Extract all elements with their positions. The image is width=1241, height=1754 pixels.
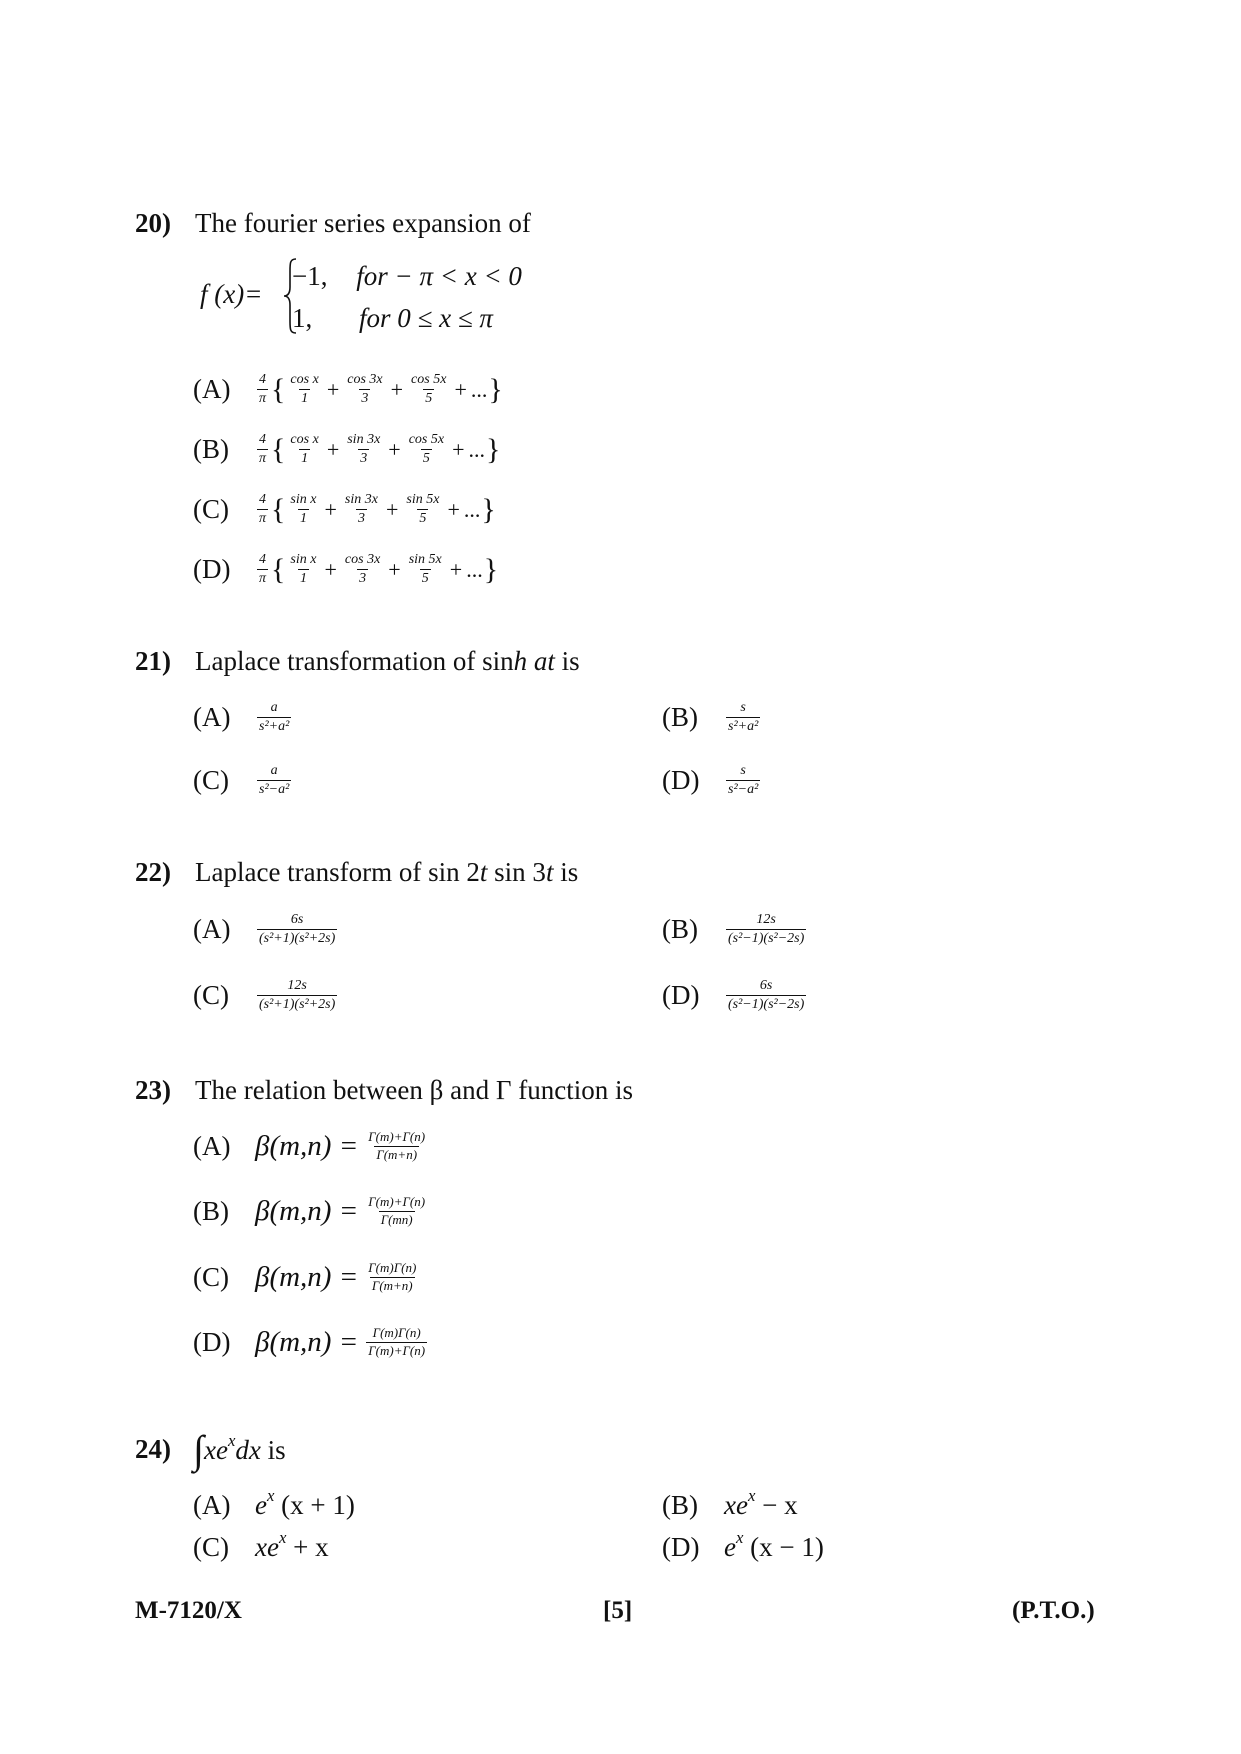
gamma-fraction xyxy=(366,1261,418,1294)
coefficient-fraction xyxy=(257,432,268,467)
ellipsis: ... xyxy=(468,436,486,462)
ellipsis: ... xyxy=(466,556,483,582)
term-1-fraction-numerator: sin x xyxy=(290,492,317,507)
question-number: 20) xyxy=(135,208,171,238)
question-number: 23) xyxy=(135,1075,171,1105)
option-d[interactable] xyxy=(193,552,499,587)
integral-sign: ∫ xyxy=(193,1427,204,1472)
ellipsis: ... xyxy=(463,496,481,522)
term-2-fraction-denominator: 3 xyxy=(357,511,365,527)
answer-fraction xyxy=(726,763,760,798)
term-1-fraction-numerator: cos x xyxy=(290,372,319,387)
question-number: 21) xyxy=(135,646,171,676)
coefficient-fraction-numerator: 4 xyxy=(259,492,266,507)
option-label: (A) xyxy=(193,374,231,405)
question-text: $\int xe^xdx$ is xyxy=(193,1427,286,1472)
option-c[interactable] xyxy=(193,492,497,527)
term-1-fraction xyxy=(288,492,318,527)
option-a[interactable] xyxy=(193,372,504,407)
beta-lhs: β(m,n) = xyxy=(255,1261,359,1293)
term-3-fraction xyxy=(407,432,446,467)
gamma-fraction-numerator: Γ(m)Γ(n) xyxy=(372,1325,421,1341)
case-2: 1, for 0 ≤ x ≤ π xyxy=(292,303,493,333)
term-3-fraction xyxy=(409,372,448,407)
option-label: (C) xyxy=(193,980,229,1011)
answer-fraction-numerator: s xyxy=(740,700,746,715)
plus-sign: + xyxy=(447,496,460,522)
case-1: −1, for − π < x < 0 xyxy=(292,261,522,291)
term-1-fraction xyxy=(288,552,318,587)
option-b[interactable] xyxy=(662,912,808,947)
plus-sign: + xyxy=(326,376,340,402)
plus-sign: + xyxy=(326,436,340,462)
option-d[interactable] xyxy=(662,763,762,798)
term-2-fraction-denominator: 3 xyxy=(359,571,367,587)
option-c[interactable] xyxy=(193,1261,420,1294)
question-text: Laplace transform of sin 2t sin 3t is xyxy=(195,857,579,887)
option-label: (A) xyxy=(193,914,231,945)
answer-fraction-denominator: s²+a² xyxy=(728,719,759,735)
coefficient-fraction-denominator: π xyxy=(259,451,267,467)
term-3-fraction-denominator: 5 xyxy=(422,451,430,467)
answer-fraction xyxy=(257,912,337,947)
answer-fraction xyxy=(257,763,291,798)
option-label: (D) xyxy=(193,554,231,585)
plus-sign: + xyxy=(390,376,404,402)
option-label: (B) xyxy=(662,702,698,733)
term-1-fraction xyxy=(288,432,320,467)
page-number: [5] xyxy=(603,1597,633,1624)
option-b[interactable] xyxy=(193,432,501,467)
answer-fraction xyxy=(726,978,806,1013)
close-brace: } xyxy=(488,372,503,406)
gamma-fraction-denominator: Γ(mn) xyxy=(380,1212,413,1227)
option-d[interactable] xyxy=(662,1527,824,1563)
option-label: (B) xyxy=(193,434,229,465)
answer-fraction xyxy=(726,700,760,735)
plus-sign: + xyxy=(452,436,465,462)
term-3-fraction-denominator: 5 xyxy=(425,391,433,407)
plus-sign: + xyxy=(324,556,337,582)
term-3-fraction-numerator: cos 5x xyxy=(408,432,445,447)
option-label: (D) xyxy=(662,980,700,1011)
option-label: (C) xyxy=(193,494,229,525)
close-brace: } xyxy=(483,552,499,586)
plus-sign: + xyxy=(388,436,401,462)
answer-fraction-denominator: (s²−1)(s²−2s) xyxy=(728,931,805,947)
term-2-fraction xyxy=(343,492,380,527)
term-2-fraction xyxy=(345,432,382,467)
beta-lhs: β(m,n) = xyxy=(255,1130,359,1162)
option-b[interactable] xyxy=(662,1485,798,1521)
term-3-fraction-denominator: 5 xyxy=(419,511,427,527)
option-label: (A) xyxy=(193,1131,231,1161)
option-label: (B) xyxy=(662,914,698,945)
function-lhs: f (x)= xyxy=(200,279,263,309)
gamma-fraction-denominator: Γ(m+n) xyxy=(371,1278,413,1293)
gamma-fraction-denominator: Γ(m+n) xyxy=(376,1147,418,1162)
option-label: (C) xyxy=(193,1532,229,1562)
answer-fraction-denominator: (s²−1)(s²−2s) xyxy=(728,997,805,1013)
term-3-fraction-numerator: sin 5x xyxy=(406,492,440,507)
option-b[interactable] xyxy=(662,700,762,735)
question-number: 22) xyxy=(135,857,171,887)
term-2-fraction-numerator: sin 3x xyxy=(347,432,381,447)
ellipsis: ... xyxy=(470,376,488,402)
option-label: (B) xyxy=(662,1490,698,1520)
term-1-fraction-denominator: 1 xyxy=(301,451,309,467)
gamma-fraction-numerator: Γ(m)Γ(n) xyxy=(368,1260,417,1276)
term-1-fraction xyxy=(288,372,320,407)
term-3-fraction-numerator: cos 5x xyxy=(411,372,447,387)
plus-sign: + xyxy=(454,376,467,402)
gamma-fraction xyxy=(366,1130,427,1163)
term-3-fraction xyxy=(404,492,441,527)
term-2-fraction-numerator: cos 3x xyxy=(344,552,381,567)
term-2-fraction xyxy=(345,372,384,407)
option-label: (D) xyxy=(662,765,700,796)
gamma-fraction-numerator: Γ(m)+Γ(n) xyxy=(368,1194,426,1210)
question-number: 24) xyxy=(135,1434,171,1464)
coefficient-fraction-denominator: π xyxy=(259,391,267,407)
close-brace: } xyxy=(486,432,501,466)
term-2-fraction-denominator: 3 xyxy=(361,391,369,407)
option-label: (C) xyxy=(193,765,229,796)
plus-sign: + xyxy=(385,496,399,522)
term-3-fraction-denominator: 5 xyxy=(421,571,429,587)
coefficient-fraction-numerator: 4 xyxy=(259,552,266,567)
option-b[interactable] xyxy=(193,1195,429,1228)
gamma-fraction xyxy=(366,1326,427,1359)
term-1-fraction-numerator: sin x xyxy=(290,552,317,567)
answer-fraction-denominator: (s²+1)(s²+2s) xyxy=(259,997,336,1013)
coefficient-fraction xyxy=(257,552,268,587)
term-2-fraction-numerator: cos 3x xyxy=(347,372,383,387)
term-2-fraction-numerator: sin 3x xyxy=(344,492,378,507)
question-text: Laplace transformation of sinh at is xyxy=(195,646,580,676)
plus-sign: + xyxy=(449,556,463,582)
gamma-fraction-numerator: Γ(m)+Γ(n) xyxy=(368,1129,426,1145)
answer-expression: $e^x$ (x − 1) xyxy=(724,1527,824,1562)
answer-fraction-numerator: s xyxy=(740,763,746,778)
term-1-fraction-numerator: cos x xyxy=(290,432,319,447)
option-a[interactable] xyxy=(193,700,293,735)
option-c[interactable] xyxy=(193,763,293,798)
beta-lhs: β(m,n) = xyxy=(255,1195,359,1227)
option-c[interactable] xyxy=(193,1527,329,1563)
option-a[interactable] xyxy=(193,912,339,947)
gamma-fraction-denominator: Γ(m)+Γ(n) xyxy=(368,1343,426,1358)
coefficient-fraction-numerator: 4 xyxy=(259,372,266,387)
plus-sign: + xyxy=(388,556,401,582)
gamma-fraction xyxy=(366,1195,427,1228)
option-label: (A) xyxy=(193,1490,231,1520)
coefficient-fraction-denominator: π xyxy=(259,511,267,527)
close-brace: } xyxy=(481,492,496,526)
open-brace: { xyxy=(271,492,286,526)
answer-fraction xyxy=(257,700,291,735)
option-c[interactable] xyxy=(193,978,339,1013)
term-1-fraction-denominator: 1 xyxy=(299,571,307,587)
term-1-fraction-denominator: 1 xyxy=(299,511,307,527)
answer-fraction-denominator: s²−a² xyxy=(728,782,759,798)
answer-fraction-numerator: a xyxy=(270,763,278,778)
option-label: (D) xyxy=(662,1532,700,1562)
answer-fraction-denominator: s²+a² xyxy=(259,719,290,735)
answer-expression: $xe^x - x$ xyxy=(724,1485,798,1520)
answer-expression: $xe^x + x$ xyxy=(255,1527,329,1562)
answer-fraction-denominator: s²−a² xyxy=(259,782,290,798)
answer-expression: $e^x$ (x + 1) xyxy=(255,1485,355,1520)
option-label: (D) xyxy=(193,1327,231,1357)
question-text: The relation between β and Γ function is xyxy=(195,1075,633,1105)
open-brace: { xyxy=(271,372,286,406)
answer-fraction-numerator: 6s xyxy=(759,978,773,993)
answer-fraction-denominator: (s²+1)(s²+2s) xyxy=(259,931,336,947)
option-d[interactable] xyxy=(662,978,808,1013)
coefficient-fraction-numerator: 4 xyxy=(259,432,266,447)
option-d[interactable] xyxy=(193,1326,429,1359)
option-label: (A) xyxy=(193,702,231,733)
answer-fraction-numerator: 6s xyxy=(290,912,304,927)
open-brace: { xyxy=(271,552,286,586)
answer-fraction-numerator: a xyxy=(270,700,278,715)
answer-fraction-numerator: 12s xyxy=(287,978,307,993)
option-a[interactable] xyxy=(193,1130,429,1163)
coefficient-fraction xyxy=(257,372,268,407)
term-3-fraction-numerator: sin 5x xyxy=(408,552,442,567)
beta-lhs: β(m,n) = xyxy=(255,1326,359,1358)
open-brace: { xyxy=(271,432,286,466)
term-2-fraction xyxy=(343,552,382,587)
answer-fraction xyxy=(257,978,337,1013)
term-2-fraction-denominator: 3 xyxy=(360,451,368,467)
term-3-fraction xyxy=(407,552,444,587)
plus-sign: + xyxy=(324,496,337,522)
answer-fraction xyxy=(726,912,806,947)
option-label: (B) xyxy=(193,1196,229,1226)
coefficient-fraction xyxy=(257,492,268,527)
term-1-fraction-denominator: 1 xyxy=(301,391,309,407)
option-a[interactable] xyxy=(193,1485,355,1521)
coefficient-fraction-denominator: π xyxy=(259,571,267,587)
pto-label: (P.T.O.) xyxy=(1012,1597,1095,1624)
answer-fraction-numerator: 12s xyxy=(756,912,776,927)
question-text: The fourier series expansion of xyxy=(195,208,531,238)
option-label: (C) xyxy=(193,1262,229,1292)
footer-code: M-7120/X xyxy=(135,1597,242,1624)
